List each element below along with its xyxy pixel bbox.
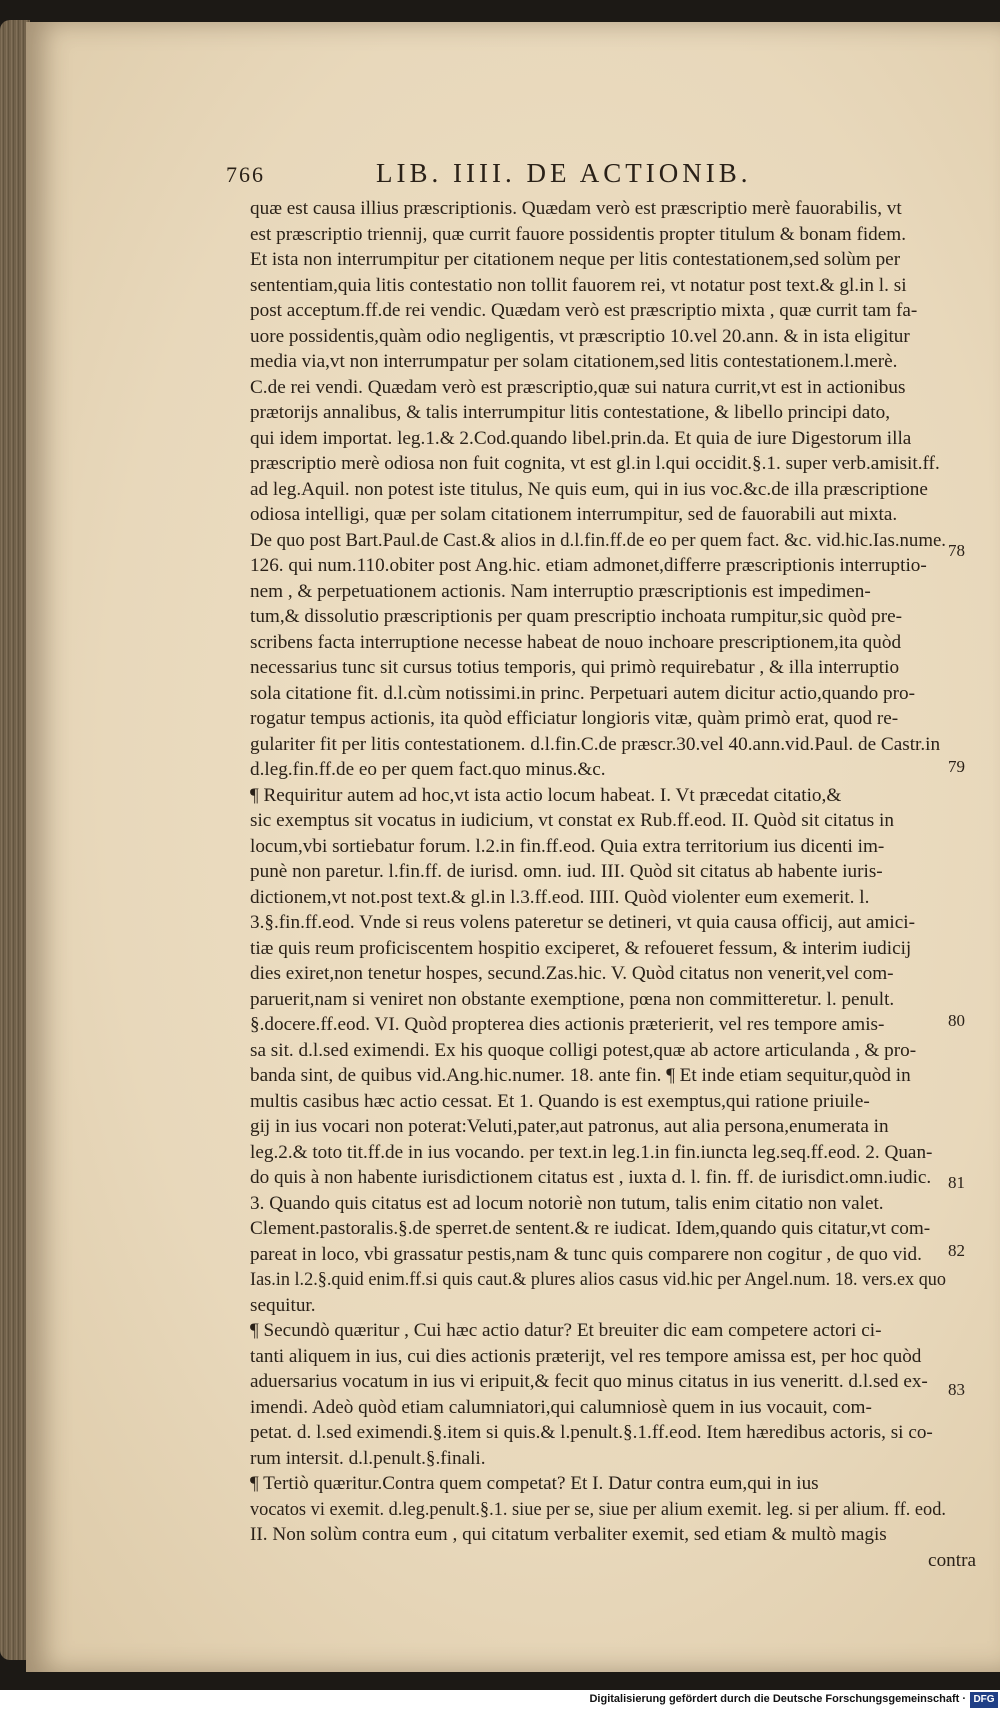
text-line: nem , & perpetuationem actionis. Nam interruptio præscriptionis est impedimen- (250, 580, 871, 602)
text-line: do quis à non habente iurisdictionem citatus est , iuxta d. l. fin. ff. de iurisdict.omn.iudic. (250, 1167, 932, 1188)
text-line: imendi. Adeò quòd etiam calumniatori,qui calumniosè quem in ius vocauit, com- (250, 1396, 872, 1418)
text-line: gij in ius vocari non poterat:Veluti,pater,aut patronus, aut alia persona,enumerata in (250, 1116, 889, 1137)
catchword: contra (928, 1549, 976, 1571)
text-line: tum,& dissolutio præscriptionis per quam prescriptio inchoata rumpitur,sic quòd pre- (250, 606, 903, 627)
text-line: ad leg.Aquil. non potest iste titulus, Ne quis eum, qui in ius voc.&c.de illa præscriptione (250, 478, 928, 500)
running-head (226, 158, 806, 198)
margin-number: 79 (948, 757, 965, 776)
text-line: sola citatione fit. d.l.cùm notissimi.in princ. Perpetuari autem dicitur actio,quando pro- (250, 682, 916, 704)
text-line: sequitur. (250, 1294, 316, 1316)
margin-number: 78 (948, 541, 965, 560)
text-line: Ias.in l.2.§.quid enim.ff.si quis caut.& plures alios casus vid.hic per Angel.num. 18. vers.ex quo (250, 1269, 946, 1290)
text-line: media via,vt non interrumpatur per solam citationem,sed litis contestationem.l.merè. (250, 351, 898, 372)
text-line: qui idem importat. leg.1.& 2.Cod.quando libel.prin.da. Et quia de iure Digestorum illa (250, 427, 912, 449)
text-line: §.docere.ff.eod. VI. Quòd propterea dies actionis præterierit, vel res tempore amis- (250, 1014, 885, 1035)
text-line: sic exemptus sit vocatus in iudicium, vt constat ex Rub.ff.eod. II. Quòd sit citatus in (250, 810, 894, 831)
text-line: præscriptio merè odiosa non fuit cognita, vt est gl.in l.qui occidit.§.1. super verb.amisit.ff. (250, 453, 940, 474)
dfg-logo: DFG (970, 1692, 998, 1708)
text-line: punè non paretur. l.fin.ff. de iurisd. omn. iud. III. Quòd sit citatus ab habente iuris- (250, 861, 883, 882)
text-line: 3. Quando quis citatus est ad locum notoriè non tutum, talis enim citatio non valet. (250, 1192, 884, 1214)
text-line: necessarius tunc sit cursus totius temporis, qui primò requirebatur , & illa interruptio (250, 657, 900, 678)
text-line: Clement.pastoralis.§.de sperret.de sentent.& re iudicat. Idem,quando quis citatur,vt com- (250, 1218, 931, 1239)
text-line: rum intersit. d.l.penult.§.finali. (250, 1447, 486, 1469)
text-line: tiæ quis reum proficiscentem hospitio exciperet, & refoueret fessum, & interim iudicij (250, 937, 912, 959)
margin-number: 83 (948, 1380, 965, 1399)
page-title: LIB. IIII. DE ACTIONIB. (376, 158, 752, 188)
text-line: rogatur tempus actionis, ita quòd efficiatur longioris vitæ, quàm primò erat, quod re- (250, 708, 899, 729)
text-line: multis casibus hæc actio cessat. Et 1. Quando is est exemptus,qui ratione priuile- (250, 1090, 870, 1112)
text-line: C.de rei vendi. Quædam verò est præscriptio,quæ sui natura currit,vt est in actionibus (250, 376, 906, 398)
text-line: gulariter fit per litis contestationem. d.l.fin.C.de præscr.30.vel 40.ann.vid.Paul. de Castr.in (250, 733, 941, 755)
text-line: 3.§.fin.ff.eod. Vnde si reus volens pateretur se detineri, vt quia causa officij, aut amici- (250, 912, 915, 933)
margin-number: 80 (948, 1011, 965, 1030)
text-line: prætorijs annalibus, & talis interrumpitur litis contestatione, & libello principi dato, (250, 402, 891, 423)
text-line: scribens facta interruptione necesse habeat de nouo inchoare prescriptionem,ita quòd (250, 631, 902, 653)
footer-credit: Digitalisierung gefördert durch die Deutsche Forschungsgemeinschaft · (589, 1693, 966, 1705)
text-line: aduersarius vocatum in ius vi eripuit,& fecit quo minus citatus in ius veneritt. d.l.sed ex- (250, 1371, 928, 1392)
margin-number: 81 (948, 1173, 965, 1192)
text-line: sententiam,quia litis contestatio non tollit fauorem rei, vt notatur post text.& gl.in l. si (250, 274, 907, 296)
text-line: ¶ Secundò quæritur , Cui hæc actio datur? Et breuiter dic eam competere actori ci- (250, 1320, 882, 1341)
text-line: paruerit,nam si veniret non obstante exemptione, pœna non committeretur. l. penult. (250, 988, 895, 1010)
text-line: dictionem,vt not.post text.& gl.in l.3.ff.eod. IIII. Quòd violenter eum exemerit. l. (250, 886, 870, 908)
text-line: post acceptum.ff.de rei vendic. Quædam verò est præscriptio mixta , quæ currit tam fa- (250, 300, 918, 321)
text-line: sa sit. d.l.sed eximendi. Ex his quoque colligi potest,quæ ab actore articulanda , & pro- (250, 1039, 917, 1061)
text-line: est præscriptio triennij, quæ currit fauore possidentis propter titulum & bonam fidem. (250, 223, 906, 245)
text-line: tanti aliquem in ius, cui dies actionis præterijt, vel res tempore amissa est, per hoc quòd (250, 1345, 922, 1367)
text-line: quæ est causa illius præscriptionis. Quædam verò est præscriptio merè fauorabilis, vt (250, 198, 902, 219)
text-line: dies exiret,non tenetur hospes, secund.Zas.hic. V. Quòd citatus non venerit,vel com- (250, 963, 894, 984)
margin-number: 82 (948, 1241, 965, 1260)
text-line: vocatos vi exemit. d.leg.penult.§.1. siue per se, siue per alium exemit. leg. si per alium. ff. eod. (250, 1498, 946, 1520)
footer-bar (0, 1690, 1000, 1711)
text-line: pareat in loco, vbi grassatur pestis,nam & tunc quis comparere non cogitur , de quo vid. (250, 1243, 922, 1265)
text-line: leg.2.& toto tit.ff.de in ius vocando. per text.in leg.1.in fin.iuncta leg.seq.ff.eod. 2. Quan- (250, 1141, 933, 1163)
text-line: uore possidentis,quàm odio negligentis, vt præscriptio 10.vel 20.ann. & in ista eligitur (250, 325, 910, 347)
page-number: 766 (226, 162, 265, 187)
text-line: petat. d. l.sed eximendi.§.item si quis.& l.penult.§.1.ff.eod. Item hæredibus actoris, si co- (250, 1422, 933, 1443)
text-line: ¶ Tertiò quæritur.Contra quem competat? Et I. Datur contra eum,qui in ius (250, 1473, 819, 1494)
text-line: banda sint, de quibus vid.Ang.hic.numer. 18. ante fin. ¶ Et inde etiam sequitur,quòd in (250, 1065, 911, 1086)
text-line: odiosa intelligi, quæ per solam citationem interrumpitur, sed de fauorabili aut mixta. (250, 504, 898, 525)
text-line: ¶ Requiritur autem ad hoc,vt ista actio locum habeat. I. Vt præcedat citatio,& (250, 784, 842, 806)
text-line: II. Non solùm contra eum , qui citatum verbaliter exemit, sed etiam & multò magis (250, 1524, 887, 1545)
text-line: 126. qui num.110.obiter post Ang.hic. etiam admonet,differre præscriptionis interruptio- (250, 555, 927, 576)
text-line: d.leg.fin.ff.de eo per quem fact.quo minus.&c. (250, 759, 606, 780)
body-text (250, 196, 976, 1573)
text-line: De quo post Bart.Paul.de Cast.& alios in d.l.fin.ff.de eo per quem fact. &c. vid.hic.Ias.nume. (250, 529, 946, 551)
text-line: Et ista non interrumpitur per citationem neque per litis contestationem,sed solùm per (250, 249, 901, 270)
text-line: locum,vbi sortiebatur forum. l.2.in fin.ff.eod. Quia extra territorium ius dicenti im- (250, 835, 885, 857)
